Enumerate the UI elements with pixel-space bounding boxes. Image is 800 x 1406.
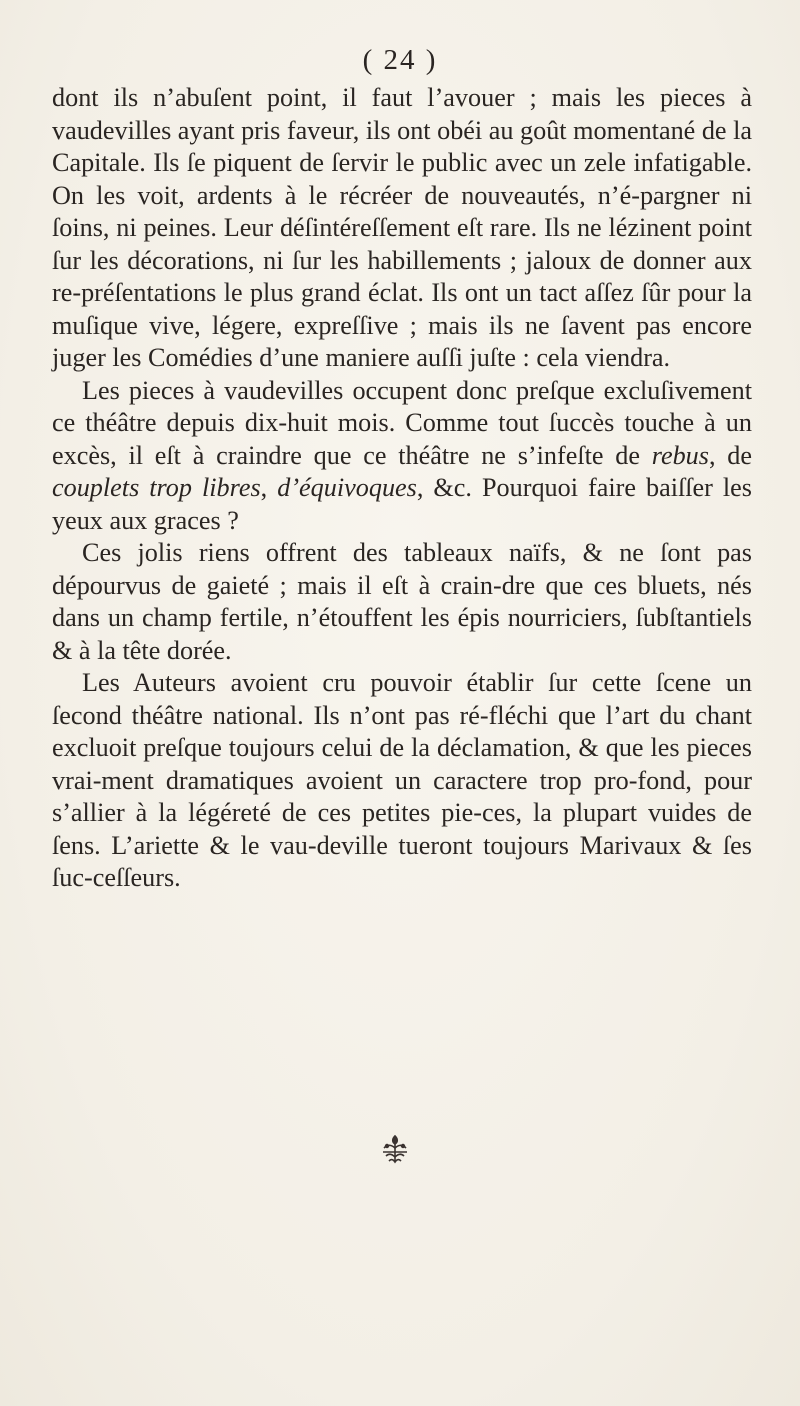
paragraph-3 [52, 537, 752, 667]
paragraph-2 [52, 375, 752, 538]
text-run: Les pieces à vaudevilles occupent donc preſque excluſivement ce théâtre depuis dix-huit mois. Comme tout ſuccès touche à un excès, il eſt à craindre que ce théâtre ne s’infeſte de [52, 375, 752, 470]
body-text [52, 82, 752, 895]
paragraph-1 [52, 82, 752, 375]
text-run: , de [708, 440, 752, 470]
fleuron-ornament-icon [378, 1132, 412, 1166]
page-number: ( 24 ) [362, 44, 438, 76]
italic-phrase: couplets trop libres [52, 473, 261, 502]
text-run: , [260, 473, 278, 502]
text-run: Ces jolis riens offrent des tableaux naïfs, & ne ſont pas dépourvus de gaieté ; mais il eſt à crain-dre que ces bluets, nés dans un champ fertile, n’étouffent les épis nourriciers, ſubſtantiels & à la tête dorée. [52, 538, 752, 665]
paragraph-4 [52, 667, 752, 895]
italic-phrase: rebus [651, 440, 709, 470]
text-run: Les Auteurs avoient cru pouvoir établir ſur cette ſcene un ſecond théâtre national. Ils n’ont pas ré-fléchi que l’art du chant excluoit preſque toujours celui de la déclamation, & que les pieces vrai-ment dramatiques avoient un caractere trop pro-fond, pour s’allier à la légéreté de ces petites pie-ces, la plupart vuides de ſens. L’ariette & le vau-deville tueront toujours Marivaux & ſes ſuc-ceſſeurs. [52, 668, 752, 892]
italic-phrase: d’équivoques [277, 473, 417, 502]
text-run: , &c. Pourquoi faire baiſſer les yeux aux graces ? [52, 473, 752, 535]
text-run: dont ils n’abuſent point, il faut l’avouer ; mais les pieces à vaudevilles ayant pris faveur, ils ont obéi au goût momentané de la Capitale. Ils ſe piquent de ſervir le public avec un zele infatigable. On les voit, ardents à le récréer de nouveautés, n’é-pargner ni ſoins, ni peines. Leur déſintéreſſement eſt rare. Ils ne lézinent point ſur les décorations, ni ſur les habillements ; jaloux de donner aux re-préſentations le plus grand éclat. Ils ont un tact aſſez ſûr pour la muſique vive, légere, expreſſive ; mais ils ne ſavent pas encore juger les Comédies d’une maniere auſſi juſte : cela viendra. [52, 83, 752, 372]
